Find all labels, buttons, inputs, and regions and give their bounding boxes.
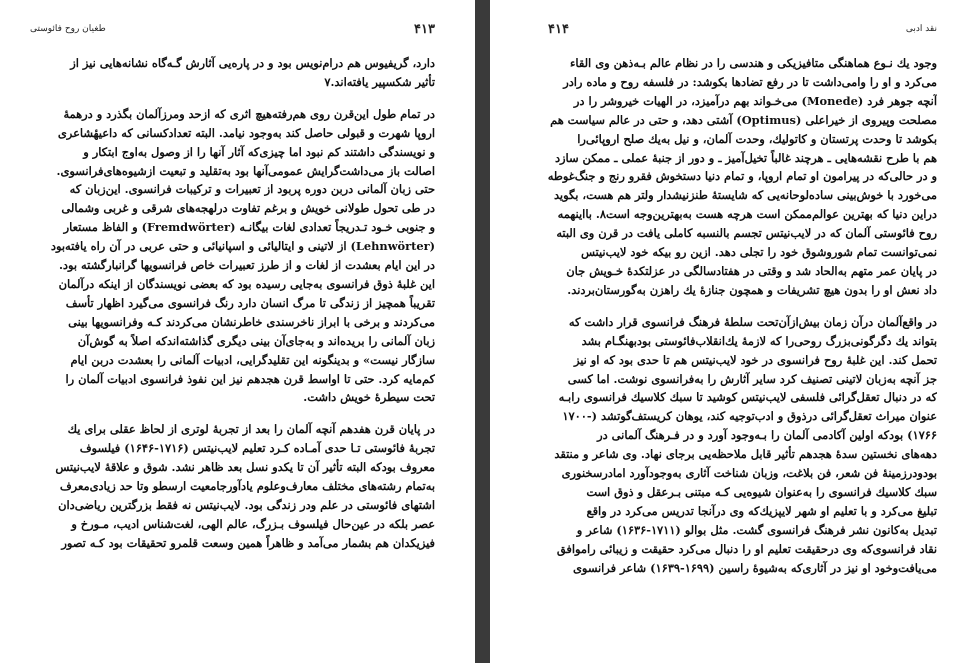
text-line: داد نعش او را بدون هیچ تشریفات و همچون جنازهٔ یك راهزن به‌گورستان‌بردند.: [567, 282, 937, 297]
right-page: [490, 0, 971, 663]
text-line: آنچه جوهر فرد (Monede) می‌خـواند بهم درآمیزد، در الهیات خیروشر را در: [573, 93, 937, 108]
text-line: به‌تمام رشته‌های مختلف معارف‌وعلوم یادآورجامعیت ارسطو وتا حد زیادی‌معرف: [59, 479, 435, 494]
text-line: می‌کردند و برخی با ابراز ناخرسندی خاطرنشان می‌کردند کـه وفرانسویها بینی: [68, 314, 435, 329]
book-gutter: [475, 0, 490, 663]
text-line: دراین دنیا که بهترین عوالم‌ممکن است هرچه هست به‌بهترین‌وجه است۸. بااینهمه: [557, 207, 937, 222]
text-line: تبدیل به‌کانون نشر فرهنگ فرانسوی گشت. مثل بو‌الو (۱۷۱۱-۱۶۳۶) شاعر و: [576, 522, 937, 537]
text-line: سبك کلاسیك فرانسوی را به‌عنوان شیوه‌یی کـه مبتنی بـرعقل و ذوق است: [586, 484, 937, 499]
paragraph-gap: [548, 300, 937, 313]
paragraph-gap: [30, 92, 435, 105]
text-line: فیزیکدان هم بشمار می‌آمد و ظاهراً همین وسعت قلمرو تحقیقات بود کـه تصور: [61, 535, 435, 550]
left-running-title: طغیان روح فائوستی: [30, 24, 106, 34]
right-page-number: ۴۱۴: [548, 21, 569, 37]
text-line: مصلحت وپیروی از خیراعلی (Optimus) آشتی دهد، و حتی در عالم سیاست هم: [550, 112, 937, 127]
text-line: اروپا شهرت و قبولی حاصل کند به‌وجود نیامد. البته تعدادکسانی که داعیهٔشاعری: [57, 125, 435, 140]
text-line: سازگار نیست» و بدینگونه این تقلیدگرایی، ادبیات آلمانی را بعشدت دربن ایام: [70, 352, 435, 367]
text-line: اشتهای فائوستی در علم ودر زندگی بود. لایب‌نیتس نه فقط بزرگترین ریاضی‌دان: [58, 497, 435, 512]
text-line: در این ایام بعشدت از لغات و از طرز تعبیرات خاص فرانسویها گرانبارگشته بود.: [58, 258, 435, 273]
text-line: این غلبهٔ ذوق فرانسوی به‌جایی رسیده بود که بعضی نویسندگان از اینکه در‌آلمان: [58, 276, 435, 291]
left-page: [0, 0, 475, 663]
text-line: در پایان عمر متهم به‌الحاد شد و وقتی در هفتادسالگی در عزلتکدهٔ خـویش جان: [566, 263, 937, 278]
paragraph: [548, 54, 937, 300]
paragraph: [30, 105, 435, 408]
text-line: که در دنبال تعقل‌گرائی فلسفی لایب‌نیتس کوشید تا سبك کلاسیك فرانسوی رابـه: [558, 390, 937, 405]
text-line: حتی زبان آلمانی دربن دوره پربود از تعبیرات و ترکیبات فرانسوی. این‌زبان که: [69, 182, 435, 197]
text-line: در واقع‌آلمان درآن زمان بیش‌ازآن‌تحت سلطهٔ فرهنگ فرانسوی قرار داشت که: [568, 314, 937, 329]
text-line: دهه‌های نخستین سدهٔ هجدهم تأثیر قابل ملاحظه‌یی برجای نهاد. وی شاعر و منتقد: [554, 447, 937, 462]
paragraph-gap: [30, 407, 435, 420]
text-line: می‌خورد با خوش‌بینی ساده‌لوحانه‌یی که شایستهٔ طنزنیشدار ولتر هم هست، بگوید: [553, 188, 937, 203]
text-line: معروف بودکه البته تأثیر آن تا یکدو نسل بعد ظاهر نشد. شوق و علاقهٔ لایب‌نیتس: [55, 460, 435, 475]
text-line: نقاد فرانسوی‌که وی درحقیقت تعلیم او را دنبال می‌کرد حقیقت و زیبائی راموافق: [556, 541, 937, 556]
left-text-block: [30, 54, 435, 651]
text-line: بودودرزمینهٔ فن شعر، فن بلاغت، وزبان شناخت آثاری به‌وجودآورد امادرسخنوری: [561, 466, 937, 481]
text-line: (Lehnwörter) از لاتینی و ایتالیائی و اسپانیائی و حتی عربی در آن راه یافته‌بود: [50, 239, 435, 254]
text-line: در پایان قرن هفدهم آنچه آلمان را بعد از تجربهٔ لوتری از لحاظ عقلی برای یك: [67, 422, 435, 437]
text-line: عنوان میراث تعقل‌گرائی در‌ذوق و ادب‌توجیه کند، یوهان کریستف‌گوتشد (-۱۷۰۰: [562, 409, 937, 424]
right-text-block: [548, 54, 937, 651]
text-line: در طی تحول طولانی خویش و برغم تفاوت در‌لهجه‌های شرقی و غربی وشمالی: [61, 201, 435, 216]
text-line: روح فائوستی آلمان که در لایب‌نیتس تجسم بالنسبه کاملی یافت در قرن وی البته: [556, 226, 937, 241]
text-line: می‌یافت‌وخود او نیز در آثاری‌که به‌شیوهٔ راسین (۱۶۹۹-۱۶۳۹) شاعر فرانسوی: [573, 560, 937, 575]
left-page-number: ۴۱۳: [414, 21, 435, 37]
text-line: تحت سیطرهٔ خویش داشت.: [303, 390, 435, 405]
left-running-head: [30, 18, 435, 40]
text-line: زبان آلمانی را بریده‌اند و به‌جای‌آن بینی دیگری گذاشته‌اندکه اصلاً به گوش‌آن: [77, 333, 435, 348]
text-line: در تمام طول این‌قرن روی هم‌رفته‌هیچ اثری که از‌حد ومرزآلمان بگذرد و درهمهٔ: [63, 106, 435, 121]
right-running-title: نقد ادبی: [905, 24, 937, 34]
text-line: و در حالی‌که در پیرامون او تمام اروپا، و تمام دنیا دستخوش فقرو رنج و جنگ‌غوطه: [548, 169, 937, 184]
right-running-head: [548, 18, 937, 40]
text-line: تقریباً همچیز از زندگی تا مرگ انسان دارد رنگ فرانسوی می‌گیرد اظهار تأسف: [65, 295, 435, 310]
text-line: نمی‌توانست تمام شوروشوق خود را تجلی دهد. ازین رو بیکه خود لایب‌نیتس: [581, 245, 937, 260]
text-line: تأثیر شکسپیر یافته‌اند.۷: [324, 74, 435, 89]
text-line: اصالت باز می‌داشت‌گرایش عمومی‌آنها بود به‌تقلید و تبعیت ازشیوه‌های‌فرانسوی.: [56, 163, 435, 178]
text-line: و جنوبی خـود تـدریجاً تعدادی لغات بیگانـه (Fremdwörter) و الفاظ مستعار: [63, 220, 435, 235]
paragraph: [30, 54, 435, 92]
text-line: و نویسندگی داشتند کم نبود اما چیزی‌که آثار آنها را از وصول به‌اوج ابتکار و: [83, 144, 435, 159]
text-line: تجربهٔ فائوستی تـا حدی آمـاده کـرد تعلیم لایب‌نیتس (۱۷۱۶-۱۶۴۶) فیلسوف: [79, 441, 435, 456]
text-line: هم با طرح نقشه‌هایی ـ هرچند غالباً تخیل‌آمیز ـ و دور از جنبهٔ عملی ـ ممکن سازد: [554, 150, 937, 165]
paragraph: [548, 313, 937, 578]
text-line: تحمل کند. این غلبهٔ روح فرانسوی در خود لایب‌نیتس هم تا حدی بود که او نیز: [573, 352, 937, 367]
text-line: دارد، گریفیوس هم درام‌نویس بود و در پاره‌یی آثارش گـه‌گاه نشانه‌هایی نیز از: [70, 56, 435, 70]
paragraph: [30, 420, 435, 552]
text-line: می‌کرد و او را وامی‌داشت تا در رفع تضادها بکوشد: در فلسفه روح و ماده رادر: [563, 74, 937, 89]
text-line: جز آنچه به‌زبان لاتینی تصنیف کرد سایر آثارش را به‌فرانسوی نوشت. اما کسی: [567, 371, 937, 386]
text-line: تبلیغ می‌کرد و با تعلیم او شهر لایپزیك‌که وی در‌آنجا تدریس می‌کرد در واقع: [586, 503, 937, 518]
text-line: عصر بلکه در عین‌حال فیلسوف بـزرگ، عالم الهی، لغت‌شناس ادیب، مـورخ و: [71, 516, 435, 531]
text-line: بتواند یك دگرگونی‌بزرگ روحی‌را که لازمهٔ یك‌انقلاب‌فائوستی بود‌بهنگـام بشد: [581, 333, 937, 348]
text-line: وجود یك نـوع هماهنگی متافیزیکی و هندسی را در نظام عالم بـه‌ذهن وی القاء: [570, 56, 937, 70]
text-line: بکوشد تا وحدت پرتستان و کاتولیك، وحدت آلمان، و نیل به‌یك صلح اروپائی‌را: [577, 131, 937, 146]
text-line: کم‌مایه کرد. حتی تا اواسط قرن هجدهم نیز این نفوذ فرانسوی ادبیات آلمان را: [65, 371, 435, 386]
text-line: ۱۷۶۶) بودکه اولین آکادمی آلمان را بـه‌وجود آورد و در فـرهنگ آلمانی در: [597, 428, 937, 443]
